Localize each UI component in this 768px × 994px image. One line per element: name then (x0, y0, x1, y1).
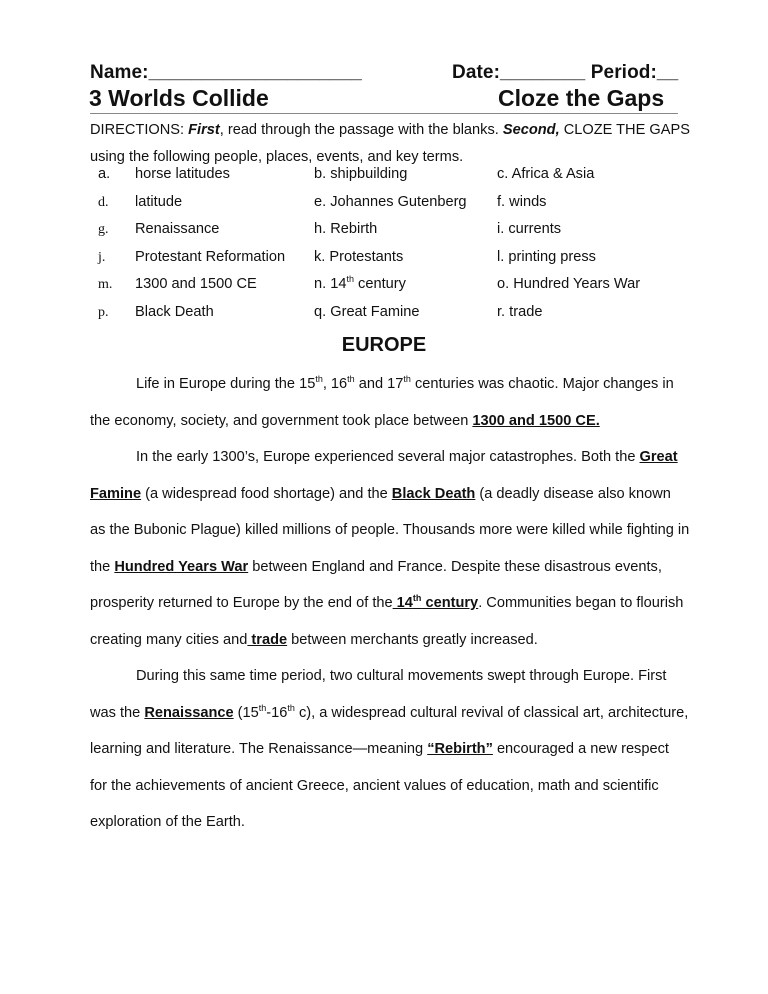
term-letter: i. (497, 221, 505, 237)
term-letter: a. (98, 166, 111, 182)
word-bank-term (497, 249, 596, 265)
term-letter: r. (497, 303, 506, 320)
term-letter: n. (314, 276, 327, 292)
word-bank-term (314, 249, 403, 265)
date-label: Date: (452, 62, 501, 83)
answer-blank: 14th century (392, 593, 479, 611)
word-bank (90, 166, 690, 331)
word-bank-term (98, 303, 214, 321)
term-letter: q. (314, 303, 327, 320)
term-text: horse latitudes (135, 166, 230, 182)
directions-text-2: CLOZE THE GAPS using the following people, places, events, and key terms. (90, 122, 690, 165)
directions-text-1: , read through the passage with the blanks. (219, 122, 503, 138)
term-text: Africa & Asia (511, 166, 595, 182)
name-label: Name: (90, 62, 149, 83)
term-text: Hundred Years War (513, 276, 641, 292)
term-text: trade (509, 303, 543, 320)
answer-blank: “Rebirth” (427, 741, 493, 757)
name-blank: ____________________ (148, 62, 362, 83)
term-text: 14th century (330, 274, 406, 292)
term-letter: h. (314, 221, 327, 237)
directions-first: First (188, 122, 220, 138)
word-bank-term (314, 276, 406, 292)
word-bank-term (497, 194, 546, 210)
worksheet-subtitle: Cloze the Gaps (498, 85, 665, 111)
paragraph-2: In the early 1300’s, Europe experienced several major catastrophes. Both the Great Famine (a widespread food shortage) and the Black Death (a deadly disease also known as the Bubonic Plague) killed millions of people. Thousands more were killed while fighting in the Hundred Years War between England and France. Despite these disastrous events, prosperity returned to Europe by the end of the 14th century. Communities began to flourish creating many cities and trade between merchants greatly increased. (90, 449, 690, 648)
word-bank-row (90, 249, 690, 277)
term-text: Renaissance (135, 221, 220, 237)
term-letter: g. (98, 222, 109, 237)
word-bank-term (98, 221, 220, 238)
term-text: 1300 and 1500 CE (135, 276, 257, 292)
title-line (89, 85, 679, 112)
title-divider (90, 113, 678, 114)
paragraph-3: During this same time period, two cultural movements swept through Europe. First was the Renaissance (15th-16th c), a widespread cultural revival of classical art, architecture, learning and literature. The Renaissance—meaning “Rebirth” encouraged a new respect for the achievements of ancient Greece, ancient values of education, math and scientific exploration of the Earth. (90, 668, 689, 830)
word-bank-row (90, 194, 690, 222)
answer-blank: Hundred Years War (114, 558, 249, 575)
term-text: Great Famine (330, 303, 420, 320)
word-bank-term (497, 166, 594, 182)
term-letter: b. (314, 166, 327, 182)
term-text: Rebirth (330, 221, 378, 237)
word-bank-term (98, 166, 230, 182)
period-blank: __ (656, 62, 679, 83)
answer-blank: 1300 and 1500 CE. (472, 412, 600, 429)
word-bank-term (314, 166, 407, 182)
paragraph-1: Life in Europe during the 15th, 16th and 17th centuries was chaotic. Major changes in the economy, society, and government took place between 1300 and 1500 CE. (90, 374, 674, 429)
term-letter: d. (98, 194, 109, 210)
term-letter: c. (497, 166, 509, 182)
worksheet-title: 3 Worlds Collide (89, 85, 269, 111)
passage (90, 366, 690, 841)
word-bank-term (98, 193, 183, 211)
word-bank-row (90, 166, 690, 194)
word-bank-term (497, 304, 542, 320)
directions (90, 117, 690, 171)
term-letter: j. (98, 249, 106, 265)
section-title: EUROPE (341, 334, 427, 356)
word-bank-term (497, 276, 640, 292)
word-bank-term (314, 221, 377, 237)
term-letter: e. (314, 193, 327, 210)
term-text: Protestants (329, 248, 404, 265)
term-text: Black Death (135, 303, 214, 320)
answer-blank: Great Famine (90, 449, 678, 502)
period-label: Period: (590, 62, 657, 83)
word-bank-term (98, 248, 286, 266)
term-text: winds (509, 193, 547, 210)
word-bank-row (90, 304, 690, 332)
word-bank-term (314, 194, 467, 210)
term-text: printing press (508, 248, 596, 265)
directions-label: DIRECTIONS: (90, 122, 189, 138)
answer-blank: Renaissance (144, 704, 234, 721)
term-text: latitude (135, 193, 183, 210)
term-letter: o. (497, 276, 510, 292)
term-text: Protestant Reformation (135, 248, 286, 265)
term-letter: p. (98, 304, 109, 320)
student-info-line (90, 62, 680, 84)
word-bank-row (90, 221, 690, 249)
answer-blank: trade (247, 631, 288, 648)
term-letter: k. (314, 248, 326, 265)
term-letter: f. (497, 193, 506, 210)
date-period-group (452, 62, 678, 84)
answer-blank: Black Death (391, 485, 476, 502)
directions-second: Second, (502, 122, 560, 138)
word-bank-term (314, 304, 419, 320)
word-bank-term (497, 221, 561, 237)
date-blank: ________ (500, 62, 586, 83)
word-bank-term (98, 276, 257, 293)
word-bank-row (90, 276, 690, 304)
term-letter: l. (497, 248, 505, 265)
term-text: Johannes Gutenberg (330, 193, 467, 210)
term-letter: m. (98, 277, 113, 292)
term-text: shipbuilding (330, 166, 408, 182)
term-text: currents (508, 221, 562, 237)
